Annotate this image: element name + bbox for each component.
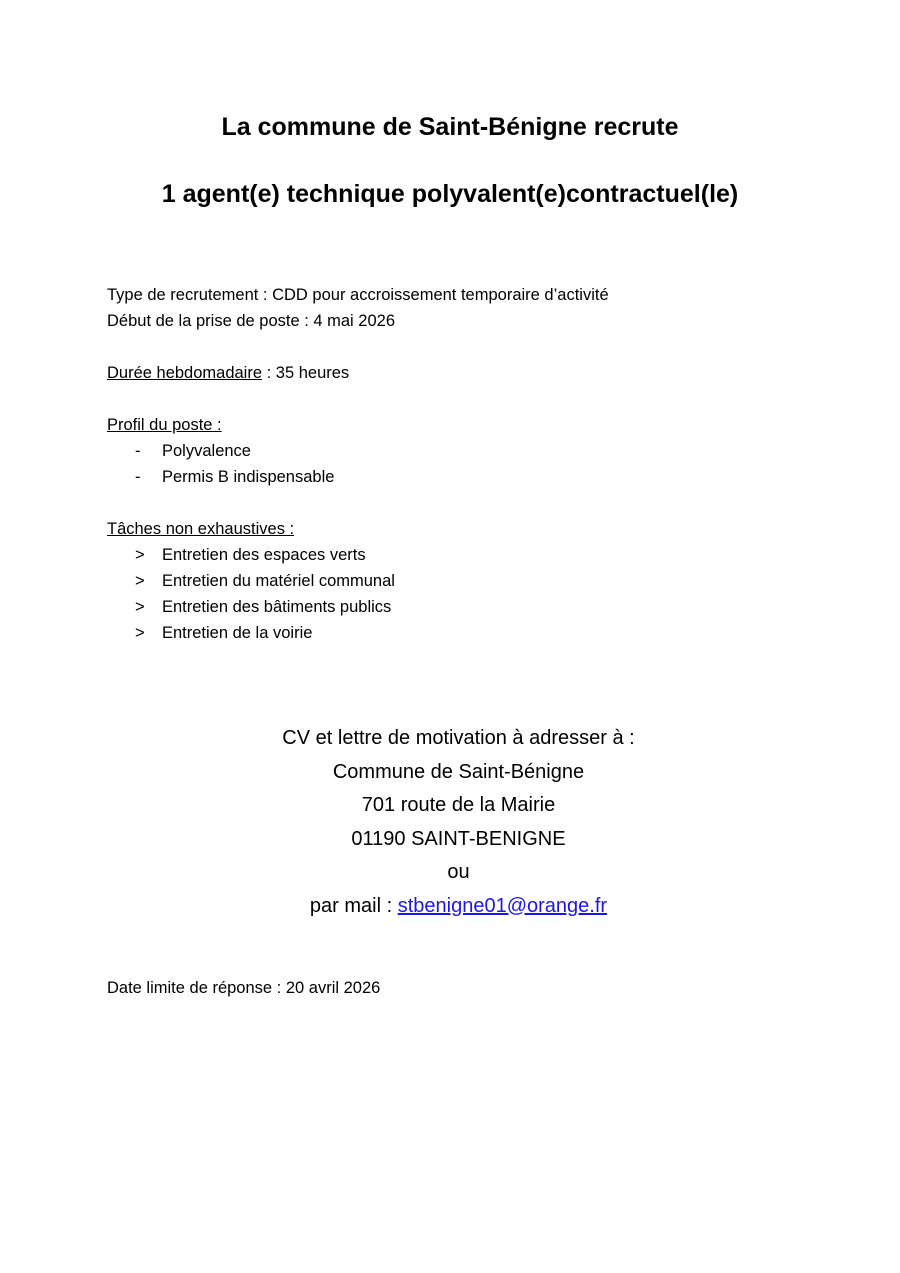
document-title-line1: La commune de Saint-Bénigne recrute	[221, 113, 679, 141]
document-body	[107, 282, 810, 1001]
mail-prefix-label: par mail :	[309, 894, 398, 917]
dash-bullet: -	[135, 442, 141, 460]
profile-item-text: Polyvalence	[162, 442, 251, 460]
dash-bullet: -	[135, 468, 141, 486]
list-item	[135, 438, 810, 464]
contact-section	[107, 722, 810, 923]
list-item	[135, 464, 810, 490]
recruitment-type-line: Type de recrutement : CDD pour accroissement temporaire d’activité	[107, 286, 609, 304]
list-item	[135, 620, 810, 646]
chevron-bullet: >	[135, 598, 145, 616]
contact-mail-line	[107, 890, 810, 924]
chevron-bullet: >	[135, 624, 145, 642]
list-item	[135, 594, 810, 620]
contact-or-line: ou	[447, 861, 470, 883]
tasks-list	[107, 542, 810, 646]
contact-intro-line: CV et lettre de motivation à adresser à :	[282, 727, 635, 749]
task-item-text: Entretien des bâtiments publics	[162, 598, 392, 616]
email-link[interactable]: stbenigne01@orange.fr	[397, 894, 608, 917]
intro-section	[107, 282, 810, 334]
task-item-text: Entretien de la voirie	[162, 624, 313, 642]
deadline-line: Date limite de réponse : 20 avril 2026	[107, 979, 381, 997]
chevron-bullet: >	[135, 572, 145, 590]
task-item-text: Entretien des espaces verts	[162, 546, 366, 564]
duration-value: : 35 heures	[262, 364, 350, 382]
document-title-line2: 1 agent(e) technique polyvalent(e)contractuel(le)	[161, 180, 739, 208]
list-item	[135, 568, 810, 594]
contact-commune-line: Commune de Saint-Bénigne	[332, 760, 585, 783]
tasks-heading: Tâches non exhaustives :	[107, 520, 295, 538]
list-item	[135, 542, 810, 568]
task-item-text: Entretien du matériel communal	[162, 572, 395, 590]
duration-label: Durée hebdomadaire	[107, 364, 263, 382]
duration-section	[107, 360, 810, 386]
profile-list	[107, 438, 810, 490]
profile-item-text: Permis B indispensable	[162, 468, 335, 486]
profile-heading: Profil du poste :	[107, 416, 222, 434]
chevron-bullet: >	[135, 546, 145, 564]
tasks-section	[107, 516, 810, 646]
contact-city-line: 01190 SAINT-BENIGNE	[351, 827, 566, 850]
profile-section	[107, 412, 810, 490]
start-date-line: Début de la prise de poste : 4 mai 2026	[107, 312, 396, 330]
contact-street-line: 701 route de la Mairie	[361, 794, 556, 816]
